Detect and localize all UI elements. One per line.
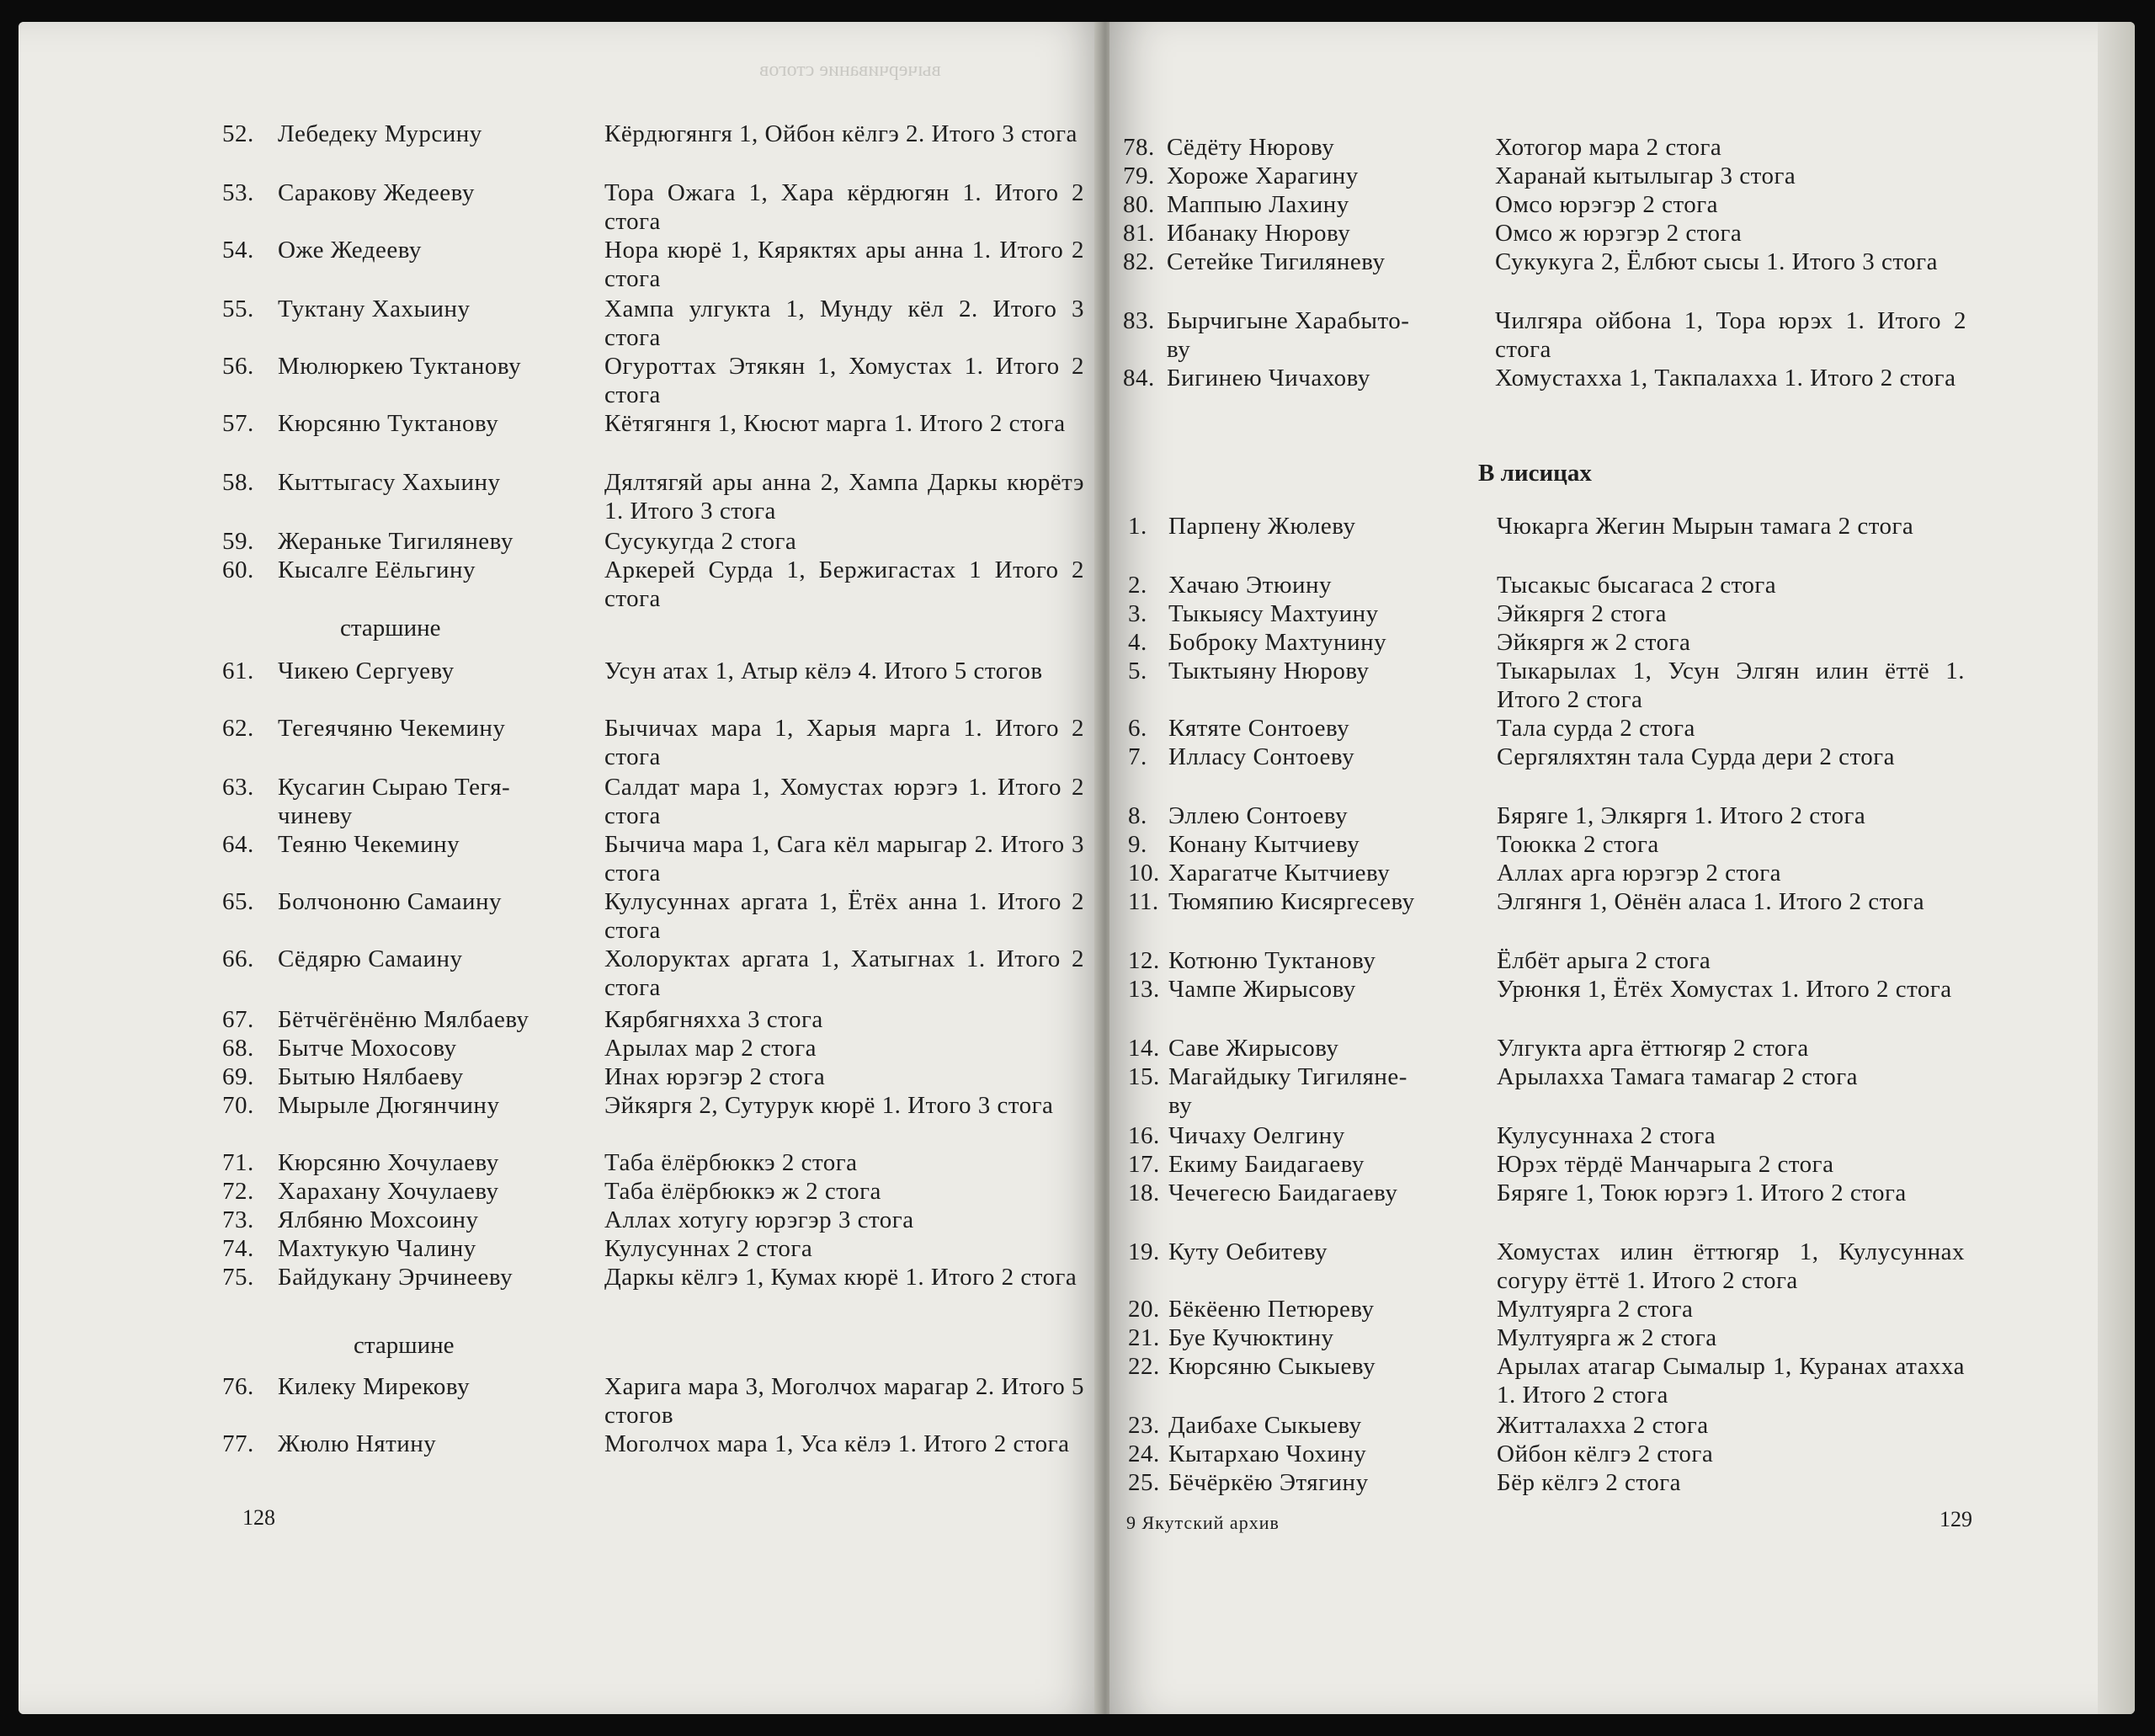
entry-number: 17. [1128, 1151, 1160, 1178]
entry-value: Тысакыс бысагаса 2 стога [1497, 572, 1777, 599]
entry-name: Тыкыясу Махтуину [1168, 600, 1379, 627]
entry-number: 78. [1123, 134, 1155, 161]
entry-value: Аллах хотугу юрэгэр 3 стога [604, 1206, 914, 1233]
entry-value: Хомустах илин ёттюгяр 1, Кулусуннах согуру ёттё 1. Итого 2 стога [1497, 1238, 1965, 1294]
entry-name: Чампе Жирысову [1168, 976, 1356, 1003]
entry-value: Аллах арга юрэгэр 2 стога [1497, 860, 1781, 887]
entry-value: Сукукуга 2, Ёлбют сысы 1. Итого 3 стога [1495, 248, 1938, 275]
entry-value: Кулусуннах 2 стога [604, 1235, 813, 1262]
entry-name: Жюлю Нятину [278, 1430, 437, 1457]
entry-number: 66. [222, 945, 254, 972]
entry-value: Дялтягяй ары анна 2, Хампа Даркы кюрётэ 1. Итого 3 стога [604, 469, 1084, 525]
entry-name: Тегеячяню Чекемину [278, 715, 506, 742]
entry-number: 64. [222, 831, 254, 858]
entry-number: 24. [1128, 1440, 1160, 1467]
bleed-through-text: вычерчивание стогов [759, 59, 941, 81]
entry-name: Кятяте Сонтоеву [1168, 715, 1350, 742]
entry-number: 55. [222, 296, 254, 322]
entry-number: 56. [222, 353, 254, 380]
entry-name: Котюню Туктанову [1168, 947, 1376, 974]
entry-value: Арылах мар 2 стога [604, 1035, 817, 1062]
entry-number: 1. [1128, 513, 1147, 540]
entry-name: Парпену Жюлеву [1168, 513, 1356, 540]
entry-value: Кярбягняхха 3 стога [604, 1006, 823, 1033]
entry-name: Бёкёеню Петюреву [1168, 1296, 1375, 1323]
entry-value: Таба ёлёрбюккэ 2 стога [604, 1149, 858, 1176]
book-page-edge-right [2098, 22, 2135, 1714]
entry-number: 60. [222, 556, 254, 583]
entry-name: Сёдёту Нюрову [1167, 134, 1335, 161]
entry-number: 82. [1123, 248, 1155, 275]
entry-number: 22. [1128, 1353, 1160, 1380]
entry-name: Маппыю Лахину [1167, 191, 1349, 218]
entry-number: 79. [1123, 162, 1155, 189]
entry-value: Омсо ж юрэгэр 2 стога [1495, 220, 1743, 247]
entry-number: 20. [1128, 1296, 1160, 1323]
entry-name: Харагатче Кытчиеву [1168, 860, 1391, 887]
entry-name: Саве Жирысову [1168, 1035, 1339, 1062]
entry-value: Хомустахха 1, Такпалахха 1. Итого 2 стога [1495, 365, 1956, 391]
entry-value: Аркерей Сурда 1, Бержигастах 1 Итого 2 стога [604, 556, 1084, 612]
entry-number: 3. [1128, 600, 1147, 627]
entry-number: 73. [222, 1206, 254, 1233]
entry-value: Мултуярга 2 стога [1497, 1296, 1694, 1323]
entry-number: 59. [222, 528, 254, 555]
section-heading-foxes: В лисицах [1478, 460, 1592, 487]
entry-value: Тоюкка 2 стога [1497, 831, 1659, 858]
entry-name: Бырчигыне Харабыто- [1167, 307, 1410, 334]
entry-number: 11. [1128, 888, 1159, 915]
entry-name: Кытархаю Чохину [1168, 1440, 1367, 1467]
entry-name: Ялбяню Мохсоину [278, 1206, 479, 1233]
entry-name: Даибахе Сыкыеву [1168, 1412, 1362, 1439]
entry-number: 61. [222, 658, 254, 684]
entry-name: Бытыю Нялбаеву [278, 1063, 464, 1090]
entry-value: Кулусуннаха 2 стога [1497, 1122, 1716, 1149]
entry-number: 6. [1128, 715, 1147, 742]
entry-value: Таба ёлёрбюккэ ж 2 стога [604, 1178, 881, 1205]
entry-value: Даркы кёлгэ 1, Кумах кюрё 1. Итого 2 стога [604, 1264, 1078, 1291]
entry-number: 25. [1128, 1469, 1160, 1496]
entry-value: Тора Ожага 1, Хара кёрдюгян 1. Итого 2 стога [604, 179, 1084, 235]
entry-number: 13. [1128, 976, 1160, 1003]
entry-name: Теяню Чекемину [278, 831, 460, 858]
entry-number: 67. [222, 1006, 254, 1033]
entry-value: Арылах атагар Сымалыр 1, Куранах атахха 1. Итого 2 стога [1497, 1353, 1965, 1409]
entry-value: Хампа улгукта 1, Мунду кёл 2. Итого 3 стога [604, 296, 1084, 351]
entry-value: Тала сурда 2 стога [1497, 715, 1695, 742]
entry-value: Сусукугда 2 стога [604, 528, 797, 555]
entry-name: Бётчёгёнёню Мялбаеву [278, 1006, 529, 1033]
entry-name: Магайдыку Тигиляне- [1168, 1063, 1407, 1090]
entry-name: Жераньке Тигиляневу [278, 528, 513, 555]
entry-number: 16. [1128, 1122, 1160, 1149]
entry-value: Улгукта арга ёттюгяр 2 стога [1497, 1035, 1809, 1062]
entry-value: Сергяляхтян тала Сурда дери 2 стога [1497, 743, 1896, 770]
entry-value: Харанай кытылыгар 3 стога [1495, 162, 1796, 189]
entry-value: Бычича мара 1, Сага кёл марыгар 2. Итого 3 стога [604, 831, 1084, 887]
entry-name: Илласу Сонтоеву [1168, 743, 1355, 770]
entry-value: Юрэх тёрдё Манчарыга 2 стога [1497, 1151, 1834, 1178]
entry-number: 62. [222, 715, 254, 742]
entry-value: Кёрдюгянгя 1, Ойбон кёлгэ 2. Итого 3 стога [604, 120, 1078, 147]
entry-name: Харахану Хочулаеву [278, 1178, 499, 1205]
entry-number: 19. [1128, 1238, 1160, 1265]
entry-number: 65. [222, 888, 254, 915]
entry-value: Ёлбёт арыга 2 стога [1497, 947, 1711, 974]
entry-number: 54. [222, 237, 254, 264]
entry-value: Салдат мара 1, Хомустах юрэгэ 1. Итого 2 стога [604, 774, 1084, 829]
printer-signature: 9 Якутский архив [1126, 1512, 1280, 1533]
entry-name: Байдукану Эрчинееву [278, 1264, 513, 1291]
entry-number: 2. [1128, 572, 1147, 599]
entry-number: 9. [1128, 831, 1147, 858]
entry-name: Эллею Сонтоеву [1168, 802, 1349, 829]
entry-name: Саракову Жедееву [278, 179, 475, 206]
entry-number: 81. [1123, 220, 1155, 247]
entry-value: Житталахха 2 стога [1497, 1412, 1709, 1439]
entry-value: Бычичах мара 1, Харыя марга 1. Итого 2 стога [604, 715, 1084, 770]
entry-value: Элгянгя 1, Оёнён аласа 1. Итого 2 стога [1497, 888, 1925, 915]
entry-number: 58. [222, 469, 254, 496]
entry-name: Чичаху Оелгину [1168, 1122, 1345, 1149]
entry-number: 57. [222, 410, 254, 437]
entry-value: Кулусуннах аргата 1, Ётёх анна 1. Итого 2 стога [604, 888, 1084, 944]
entry-number: 52. [222, 120, 254, 147]
entry-value: Моголчох мара 1, Уса кёлэ 1. Итого 2 стога [604, 1430, 1070, 1457]
entry-number: 72. [222, 1178, 254, 1205]
entry-number: 23. [1128, 1412, 1160, 1439]
entry-number: 84. [1123, 365, 1155, 391]
entry-number: 4. [1128, 629, 1147, 656]
entry-number: 12. [1128, 947, 1160, 974]
entry-name-continuation: чиневу [278, 802, 353, 829]
entry-name: Оже Жедееву [278, 237, 422, 264]
entry-name: Бигинею Чичахову [1167, 365, 1370, 391]
entry-value: Чилгяра ойбона 1, Тора юрэх 1. Итого 2 стога [1495, 307, 1966, 363]
entry-name: Тюмяпию Кисяргесеву [1168, 888, 1415, 915]
entry-name: Бытче Мохосову [278, 1035, 457, 1062]
entry-value: Огуроттах Этякян 1, Хомустах 1. Итого 2 стога [604, 353, 1084, 408]
entry-name: Чечегесю Баидагаеву [1168, 1180, 1398, 1206]
entry-number: 15. [1128, 1063, 1160, 1090]
page-number-right: 129 [1940, 1507, 1972, 1531]
entry-name: Хачаю Этюину [1168, 572, 1333, 599]
entry-value: Бёр кёлгэ 2 стога [1497, 1469, 1681, 1496]
entry-name: Хороже Харагину [1167, 162, 1359, 189]
entry-number: 69. [222, 1063, 254, 1090]
entry-name: Ибанаку Нюрову [1167, 220, 1351, 247]
entry-number: 80. [1123, 191, 1155, 218]
page-number-left: 128 [242, 1505, 275, 1530]
entry-value: Эйкяргя 2, Сутурук кюрё 1. Итого 3 стога [604, 1092, 1054, 1119]
entry-name: Боброку Махтунину [1168, 629, 1387, 656]
entry-value: Холоруктах аргата 1, Хатыгнах 1. Итого 2 стога [604, 945, 1084, 1001]
entry-number: 14. [1128, 1035, 1160, 1062]
entry-number: 71. [222, 1149, 254, 1176]
entry-name-continuation: ву [1168, 1092, 1193, 1119]
entry-value: Инах юрэгэр 2 стога [604, 1063, 826, 1090]
entry-number: 18. [1128, 1180, 1160, 1206]
entry-value: Нора кюрё 1, Кяряктях ары анна 1. Итого 2 стога [604, 237, 1084, 292]
entry-name: Сетейке Тигиляневу [1167, 248, 1386, 275]
entry-number: 68. [222, 1035, 254, 1062]
entry-number: 75. [222, 1264, 254, 1291]
entry-name: Мюлюркею Туктанову [278, 353, 522, 380]
entry-name: Махтукую Чалину [278, 1235, 476, 1262]
entry-name: Конану Кытчиеву [1168, 831, 1360, 858]
entry-name: Кюрсяню Сыкыеву [1168, 1353, 1376, 1380]
entry-value: Мултуярга ж 2 стога [1497, 1324, 1717, 1351]
entry-name: Лебедеку Мурсину [278, 120, 482, 147]
entry-value: Бяряге 1, Элкяргя 1. Итого 2 стога [1497, 802, 1866, 829]
entry-value: Харига мара 3, Моголчох марагар 2. Итого 5 стогов [604, 1373, 1085, 1429]
entry-value: Тыкарылах 1, Усун Элгян илин ёттё 1. Итого 2 стога [1497, 658, 1965, 713]
entry-name: Екиму Баидагаеву [1168, 1151, 1365, 1178]
entry-value: Ойбон кёлгэ 2 стога [1497, 1440, 1714, 1467]
section-heading-starshine-1: старшине [340, 615, 441, 642]
entry-value: Омсо юрэгэр 2 стога [1495, 191, 1719, 218]
entry-name: Кюрсяню Туктанову [278, 410, 499, 437]
entry-number: 10. [1128, 860, 1160, 887]
entry-name: Болчононю Самаину [278, 888, 503, 915]
entry-name: Куту Оебитеву [1168, 1238, 1328, 1265]
entry-value: Кётягянгя 1, Кюсют марга 1. Итого 2 стога [604, 410, 1066, 437]
entry-value: Хотогор мара 2 стога [1495, 134, 1722, 161]
entry-name: Кыттыгасу Хахыину [278, 469, 501, 496]
entry-value: Арылахха Тамага тамагар 2 стога [1497, 1063, 1859, 1090]
entry-number: 74. [222, 1235, 254, 1262]
entry-name-continuation: ву [1167, 336, 1191, 363]
entry-value: Эйкяргя 2 стога [1497, 600, 1668, 627]
entry-name: Кысалге Еёльгину [278, 556, 476, 583]
entry-value: Урюнкя 1, Ётёх Хомустах 1. Итого 2 стога [1497, 976, 1952, 1003]
entry-name: Кусагин Сыраю Тегя- [278, 774, 511, 801]
entry-name: Кюрсяню Хочулаеву [278, 1149, 499, 1176]
entry-value: Усун атах 1, Атыр кёлэ 4. Итого 5 стогов [604, 658, 1043, 684]
entry-number: 8. [1128, 802, 1147, 829]
entry-number: 70. [222, 1092, 254, 1119]
entry-name: Тыктыяну Нюрову [1168, 658, 1370, 684]
entry-value: Чюкарга Жегин Мырын тамага 2 стога [1497, 513, 1914, 540]
entry-number: 76. [222, 1373, 254, 1400]
entry-name: Бёчёркёю Этягину [1168, 1469, 1369, 1496]
entry-name: Килеку Мирекову [278, 1373, 471, 1400]
entry-name: Чикею Сергуеву [278, 658, 455, 684]
entry-number: 21. [1128, 1324, 1160, 1351]
entry-value: Эйкяргя ж 2 стога [1497, 629, 1691, 656]
entry-value: Бяряге 1, Тоюк юрэгэ 1. Итого 2 стога [1497, 1180, 1907, 1206]
entry-name: Буе Кучюктину [1168, 1324, 1334, 1351]
entry-name: Мырыле Дюгянчину [278, 1092, 500, 1119]
entry-number: 63. [222, 774, 254, 801]
entry-number: 53. [222, 179, 254, 206]
entry-number: 77. [222, 1430, 254, 1457]
entry-name: Сёдярю Самаину [278, 945, 463, 972]
entry-number: 5. [1128, 658, 1147, 684]
section-heading-starshine-2: старшине [354, 1332, 455, 1359]
entry-number: 7. [1128, 743, 1147, 770]
entry-name: Туктану Хахыину [278, 296, 471, 322]
entry-number: 83. [1123, 307, 1155, 334]
